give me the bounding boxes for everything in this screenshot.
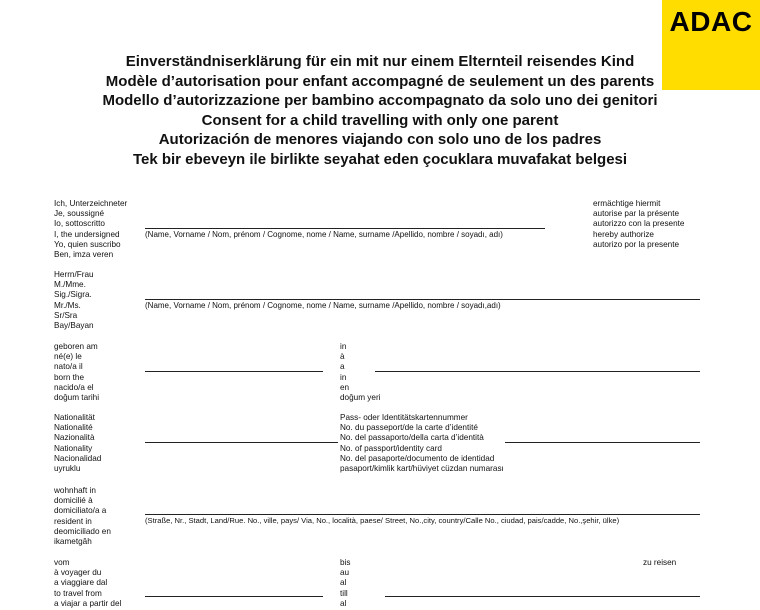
travel-until-label: al — [340, 598, 347, 608]
residence-address-field[interactable] — [145, 514, 700, 515]
nationality-label: Nationalité — [54, 423, 93, 433]
birth-label: doğum tarihi — [54, 392, 100, 402]
passport-label: No. del passaporto/della carta d’identità — [340, 433, 484, 443]
undersigned-label: I, the undersigned — [54, 229, 120, 239]
authorize-labels — [593, 199, 684, 250]
travel-until-labels — [340, 558, 350, 609]
passport-number-field[interactable] — [505, 442, 700, 443]
travel-from-label: a viaggiare dal — [54, 578, 108, 588]
document-titles — [60, 52, 700, 169]
residence-label: domiciliato/a a — [54, 506, 107, 516]
authorize-label: ermächtige hiermit — [593, 199, 661, 208]
undersigned-label: Yo, quien suscribo — [54, 239, 121, 249]
parent-label: Herrn/Frau — [54, 270, 94, 279]
travel-from-label: to travel from — [54, 588, 102, 598]
undersigned-labels — [54, 199, 127, 260]
residence-label: resident in — [54, 516, 92, 526]
travel-from-labels — [54, 558, 121, 609]
birth-place-label: doğum yeri — [340, 392, 381, 402]
parent-label: Bay/Bayan — [54, 320, 94, 330]
passport-label: No. du passeport/de la carte d’identité — [340, 423, 478, 433]
title-turkish: Tek bir ebeveyn ile birlikte seyahat eden çocuklara muvafakat belgesi — [132, 150, 628, 168]
adac-logo-text: ADAC — [669, 6, 753, 37]
undersigned-label: Io, sottoscritto — [54, 219, 105, 229]
residence-label: wohnhaft in — [54, 486, 96, 495]
authorize-label: autorise par la présente — [593, 209, 680, 219]
parent-labels — [54, 270, 94, 331]
birth-place-field[interactable] — [375, 371, 700, 372]
undersigned-label: Je, soussigné — [54, 209, 105, 219]
birth-label: born the — [54, 372, 85, 382]
birth-place-label: à — [340, 352, 345, 362]
parent-label: M./Mme. — [54, 280, 86, 290]
travel-until-label: till — [340, 588, 348, 598]
travel-from-label: à voyager du — [54, 568, 102, 578]
title-french: Modèle d’autorisation pour enfant accompagné de seulement un des parents — [105, 72, 655, 90]
birth-label: nacido/a el — [54, 382, 94, 392]
nationality-label: Nacionalidad — [54, 453, 102, 463]
birth-label: nato/a il — [54, 362, 83, 372]
birth-labels — [54, 342, 99, 403]
nationality-label: uyruklu — [54, 463, 81, 473]
birth-place-label: a — [340, 362, 345, 372]
authorize-label: autorizzo con la presente — [593, 219, 685, 229]
birth-place-label: in — [340, 342, 347, 351]
nationality-field[interactable] — [145, 442, 338, 443]
residence-caption: (Straße, Nr., Stadt, Land/Rue. No., ville, pays/ Via, No., località, paese/ Street, No.,city, country/Calle No., ciudad, pais/cadde, No.,şehir, ülke) — [145, 516, 620, 525]
birth-label: né(e) le — [54, 352, 82, 362]
passport-label: Pass- oder Identitätskartennummer — [340, 413, 468, 422]
authorize-label: autorizo por la presente — [593, 239, 680, 249]
title-spanish: Autorización de menores viajando con solo uno de los padres — [158, 131, 602, 148]
undersigned-name-field[interactable] — [145, 228, 545, 229]
travel-until-label: bis — [340, 558, 351, 567]
residence-label: domicilié à — [54, 496, 93, 506]
passport-label: No. of passport/identity card — [340, 443, 442, 453]
passport-label: pasaport/kimlik kart/hüviyet cüzdan numarası — [340, 463, 504, 473]
travel-to-label: zu reisen — [643, 558, 677, 567]
parent-label: Mr./Ms. — [54, 300, 81, 310]
travel-until-label: al — [340, 578, 347, 588]
birth-place-labels — [340, 342, 381, 403]
undersigned-caption: (Name, Vorname / Nom, prénom / Cognome, nome / Name, surname /Apellido, nombre / soyadı, adı) — [145, 230, 503, 239]
residence-label: deomiciliado en — [54, 526, 111, 536]
birth-place-label: in — [340, 372, 347, 382]
travel-from-date-field[interactable] — [145, 596, 323, 597]
travel-until-date-field[interactable] — [385, 596, 700, 597]
title-italian: Modello d’autorizzazione per bambino accompagnato da solo uno dei genitori — [102, 92, 658, 109]
birth-date-field[interactable] — [145, 371, 323, 372]
travel-until-label: au — [340, 568, 350, 578]
parent-label: Sig./Sigra. — [54, 290, 92, 300]
passport-labels — [340, 413, 504, 474]
birth-place-label: en — [340, 382, 350, 392]
residence-labels — [54, 486, 111, 547]
nationality-label: Nazionalità — [54, 433, 95, 443]
passport-label: No. del pasaporte/documento de identidad — [340, 453, 495, 463]
undersigned-label: Ben, imza veren — [54, 249, 114, 259]
title-german: Einverständniserklärung für ein mit nur einem Elternteil reisendes Kind — [125, 53, 635, 70]
parent-caption: (Name, Vorname / Nom, prénom / Cognome, nome / Name, surname /Apellido, nombre / soyadı,adı) — [145, 301, 501, 310]
parent-label: Sr/Sra — [54, 310, 78, 320]
residence-label: ikametgâh — [54, 536, 92, 546]
nationality-label: Nationality — [54, 443, 93, 453]
nationality-label: Nationalität — [54, 413, 95, 422]
travel-from-label: a viajar a partir del — [54, 598, 122, 608]
nationality-labels — [54, 413, 101, 474]
title-english: Consent for a child travelling with only one parent — [201, 111, 559, 129]
authorize-label: hereby authorize — [593, 229, 654, 239]
undersigned-label: Ich, Unterzeichneter — [54, 199, 128, 208]
travel-from-label: vom — [54, 558, 70, 567]
birth-label: geboren am — [54, 342, 98, 351]
parent-name-field[interactable] — [145, 299, 700, 300]
